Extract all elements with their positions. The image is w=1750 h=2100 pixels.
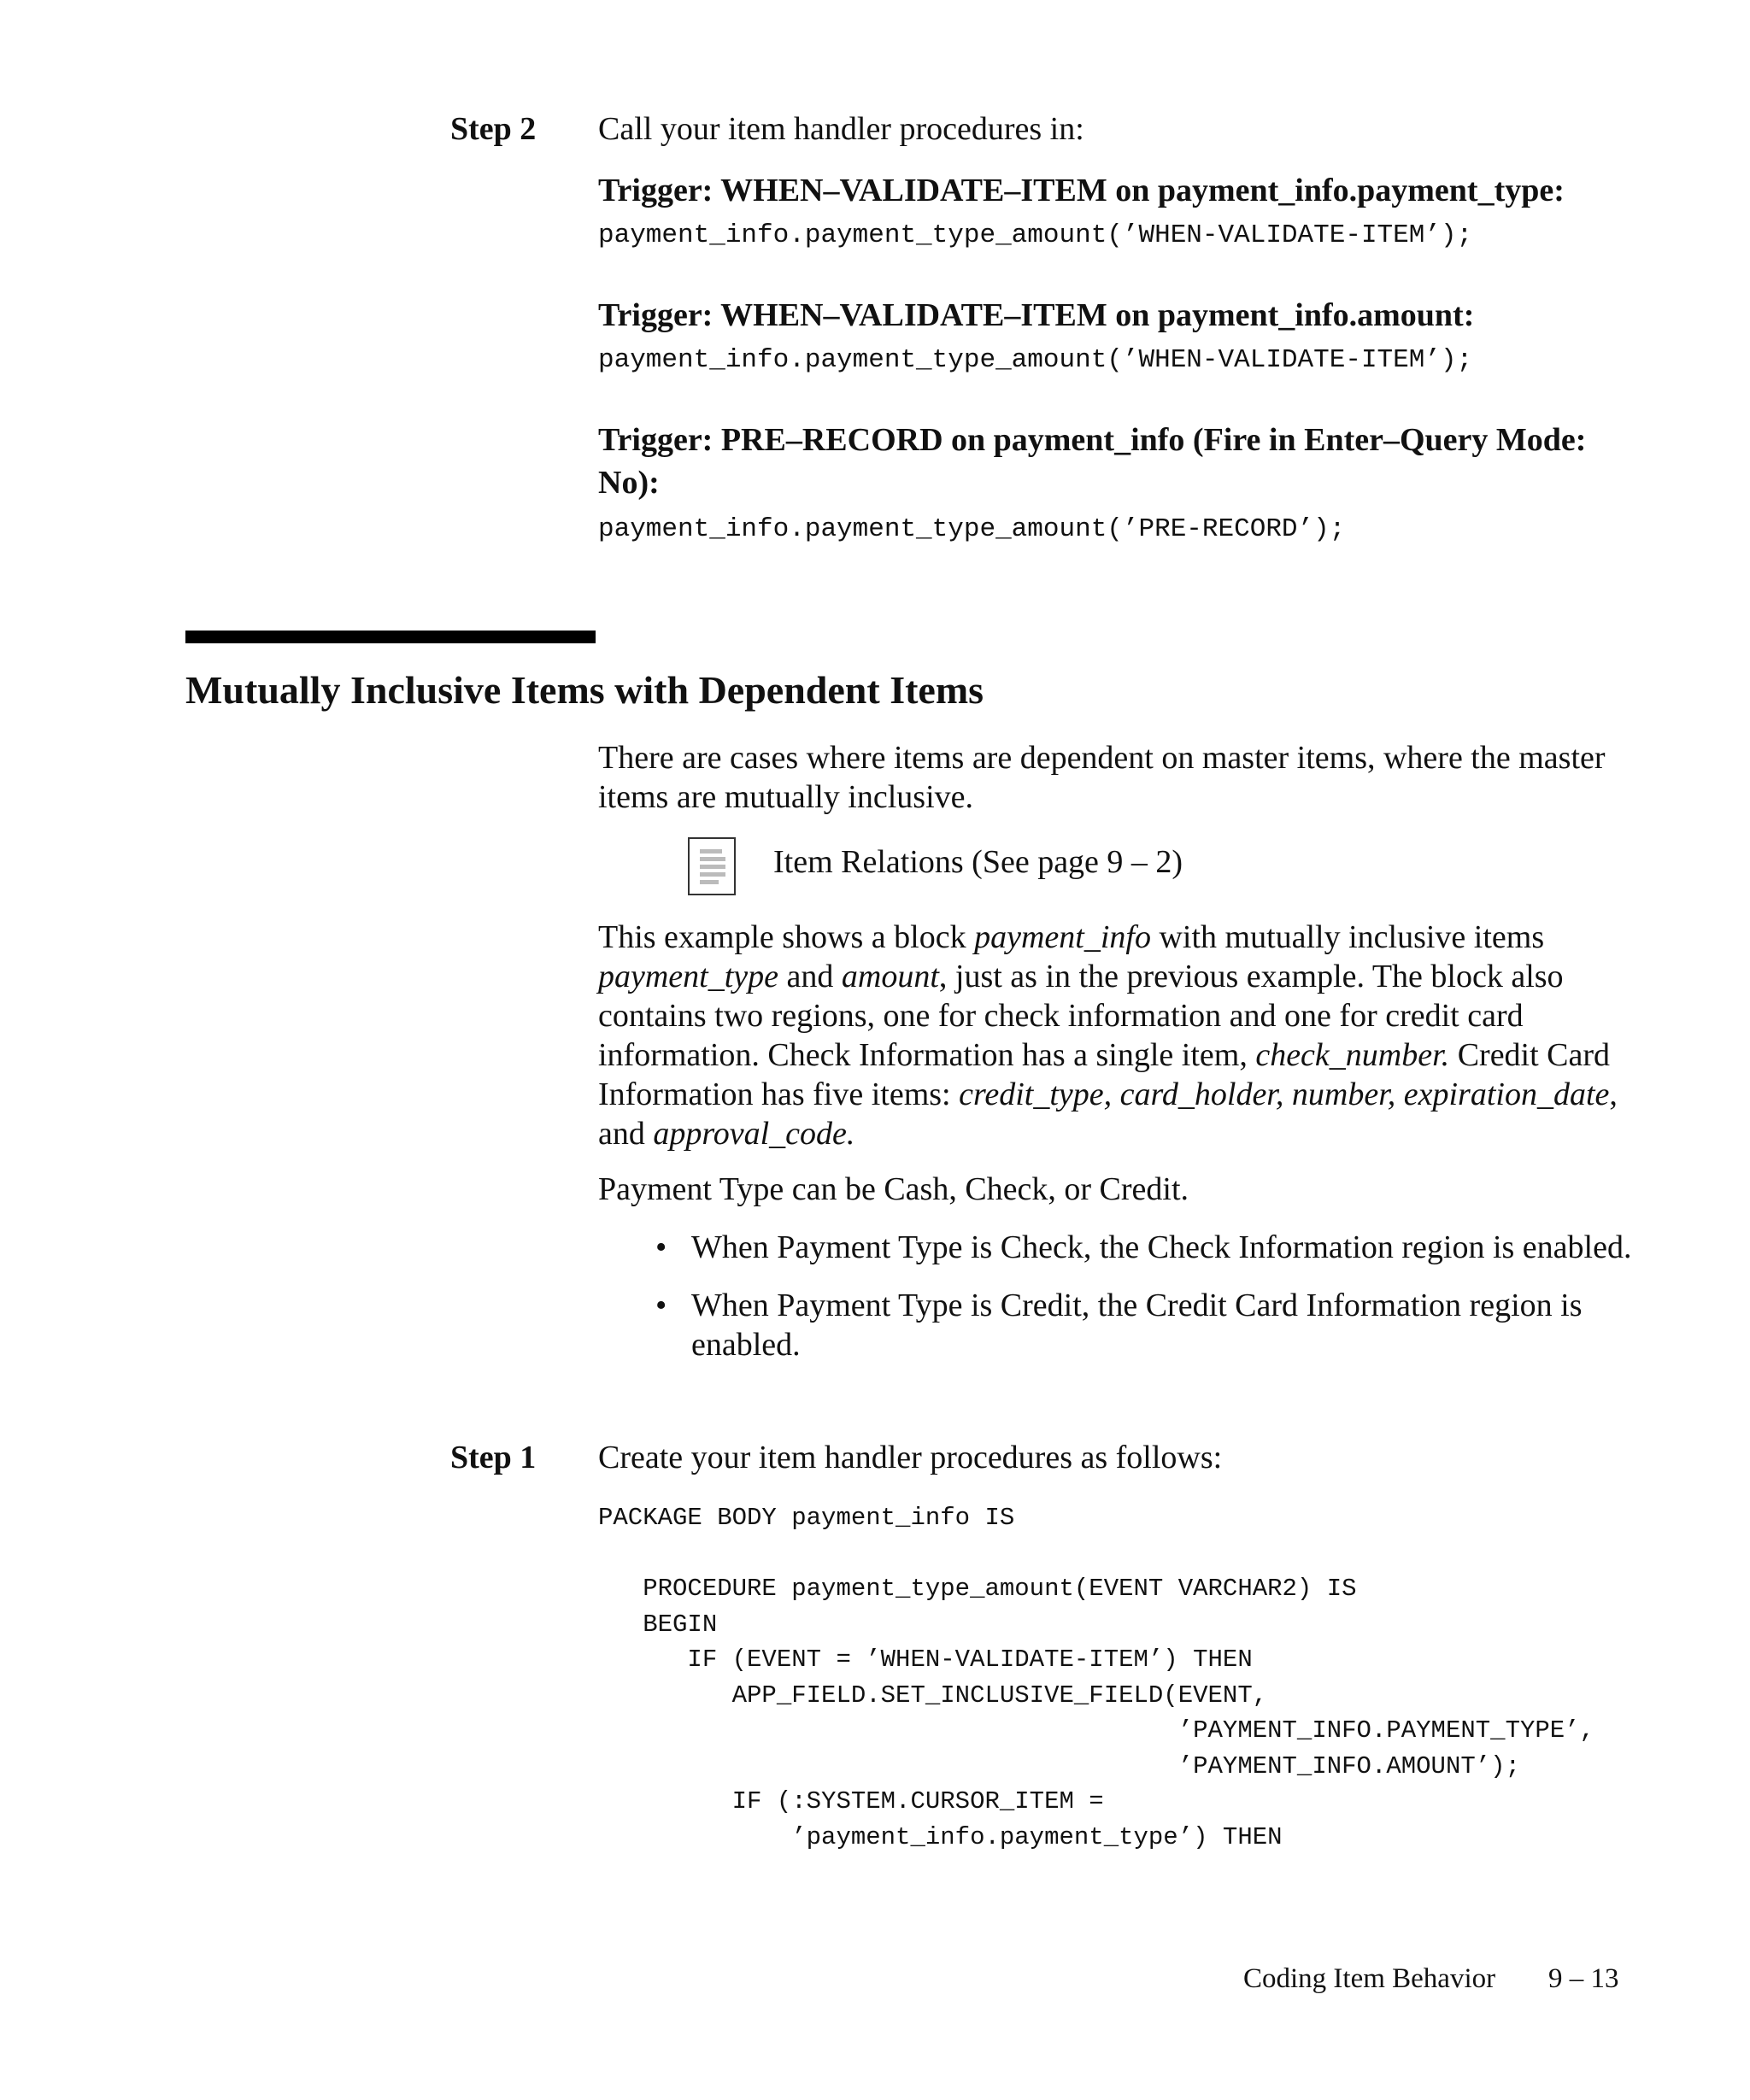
document-reference-icon	[688, 837, 736, 895]
block-name: payment_info	[974, 919, 1151, 955]
trigger-code-2: payment_info.payment_type_amount(’WHEN-VALIDATE-ITEM’);	[598, 345, 1473, 375]
intro-paragraph: There are cases where items are dependent on master items, where the master items are mutually inclusive.	[598, 740, 1606, 815]
code-block: PACKAGE BODY payment_info IS PROCEDURE payment_type_amount(EVENT VARCHAR2) IS BEGIN IF (EVENT = ’WHEN-VALIDATE-ITEM’) THEN APP_FIELD.SET_INCLUSIVE_FIELD(EVENT, ’PAYMENT_INFO.PAYMENT_TYPE’, ’PAYMENT_INFO.AMOUNT’); IF (:SYSTEM.CURSOR_ITEM = ’payment_info.payment_type’) THEN	[598, 1504, 1594, 1851]
cross-reference-link[interactable]: Item Relations (See page 9 – 2)	[773, 844, 1183, 880]
section-title: Mutually Inclusive Items with Dependent Items	[185, 668, 984, 712]
step-2-text: Call your item handler procedures in:	[598, 111, 1084, 147]
item-amount: amount	[841, 959, 939, 994]
bullet-list	[651, 1228, 1651, 1383]
payment-types-paragraph: Payment Type can be Cash, Check, or Credit.	[598, 1171, 1189, 1207]
trigger-heading-3: Trigger: PRE–RECORD on payment_info (Fire in Enter–Query Mode: No):	[598, 422, 1587, 501]
example-paragraph: This example shows a block payment_info with mutually inclusive items payment_type and amount, just as in the previous example. The block also contains two regions, one for check information and one for credit card information. Check Information has a single item, check_number. Credit Card Information has five items: credit_type, card_holder, number, expiration_date, and approval_code.	[598, 919, 1618, 1152]
list-item: • When Payment Type is Check, the Check Information region is enabled.	[651, 1228, 1651, 1267]
trigger-code-1: payment_info.payment_type_amount(’WHEN-VALIDATE-ITEM’);	[598, 220, 1473, 250]
footer-page-number: 9 – 13	[1548, 1963, 1619, 1994]
step-1-text: Create your item handler procedures as follows:	[598, 1440, 1223, 1475]
trigger-heading-1: Trigger: WHEN–VALIDATE–ITEM on payment_info.payment_type:	[598, 173, 1565, 208]
trigger-code-3: payment_info.payment_type_amount(’PRE-RECORD’);	[598, 514, 1346, 544]
trigger-heading-2: Trigger: WHEN–VALIDATE–ITEM on payment_info.amount:	[598, 297, 1475, 333]
step-1-label: Step 1	[450, 1440, 537, 1475]
step-2-label: Step 2	[450, 111, 537, 147]
section-rule	[185, 631, 596, 643]
list-item: • When Payment Type is Credit, the Credit Card Information region is enabled.	[651, 1286, 1651, 1364]
footer-chapter: Coding Item Behavior	[1243, 1963, 1496, 1994]
item-payment-type: payment_type	[598, 959, 779, 994]
credit-items: credit_type, card_holder, number, expiration_date	[959, 1076, 1610, 1112]
item-approval-code: approval_code.	[653, 1116, 855, 1152]
item-check-number: check_number.	[1255, 1037, 1450, 1073]
